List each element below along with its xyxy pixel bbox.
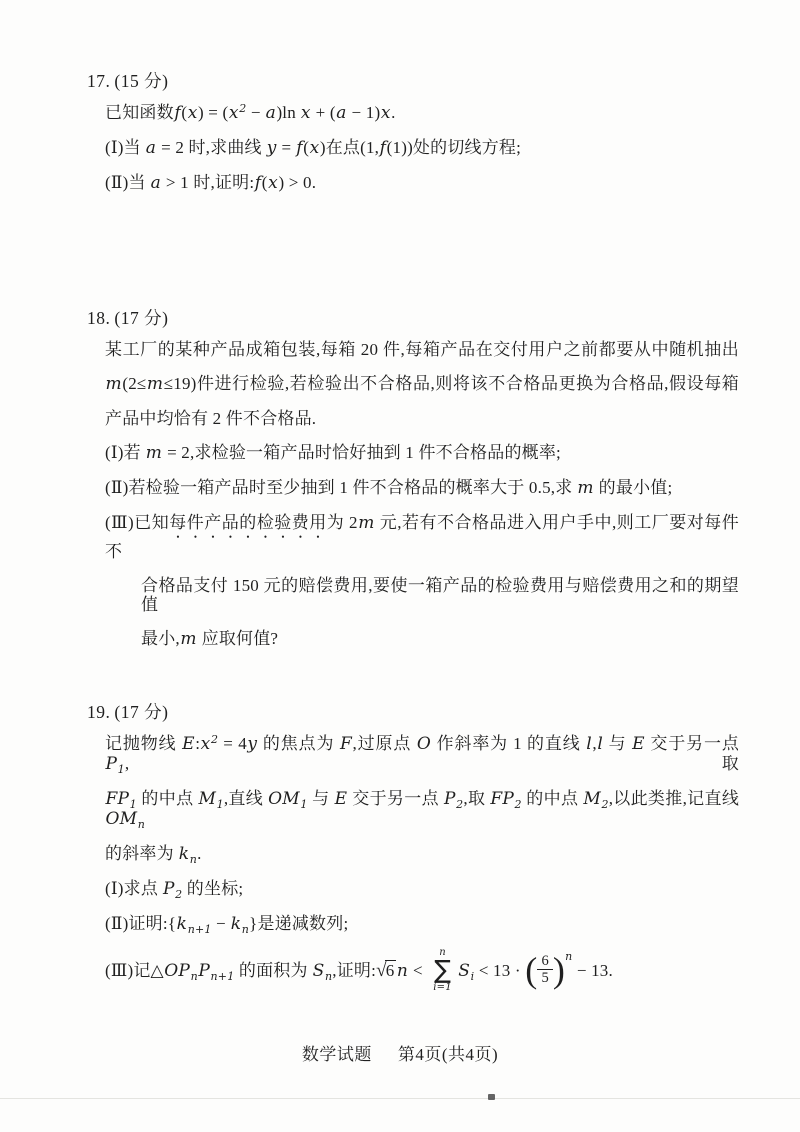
math-var: a (265, 103, 276, 123)
math-var: k (230, 914, 242, 934)
subscript: i (470, 969, 475, 983)
exponent: n (565, 950, 573, 964)
text-run: 与 (307, 789, 335, 808)
math-var: x (228, 103, 239, 123)
math-var: FP (490, 789, 515, 809)
text-run: ,取 (463, 789, 490, 808)
problem-line (105, 914, 739, 934)
math-var: x (380, 103, 391, 123)
problem-line (105, 409, 739, 428)
text-run: (Ⅱ)证明:{ (105, 914, 177, 933)
math-var: m (358, 513, 375, 533)
text-run: 的斜率为 (105, 844, 179, 863)
summation (433, 947, 452, 993)
emphasized-text: 每件产品的检验费用 (169, 513, 327, 532)
problem-line (105, 879, 739, 899)
problem-line (105, 629, 739, 649)
math-var: f (296, 138, 303, 158)
text-run: 与 (603, 734, 632, 753)
big-paren: ) (552, 949, 566, 990)
text-run: 的中点 (521, 789, 583, 808)
text-run: ) = ( (197, 103, 229, 122)
text-run: − (246, 103, 266, 122)
subscript: 2 (456, 798, 464, 811)
text-run: 已知函数 (105, 103, 174, 122)
math-var: l (597, 734, 603, 754)
text-run: ,证明: (332, 960, 377, 980)
problem-line (105, 478, 739, 498)
footer-doc-title: 数学试题 (301, 1045, 372, 1064)
math-var: a (150, 173, 161, 193)
text-run: ,直线 (223, 789, 268, 808)
text-run: − 1) (347, 103, 381, 122)
text-run: ,过原点 (352, 734, 417, 753)
math-var: k (176, 914, 188, 934)
problem-header (87, 71, 800, 91)
problem-line (105, 173, 739, 193)
text-run: 的焦点为 (257, 734, 340, 753)
text-run: 为 2 (326, 513, 358, 532)
text-run: (Ⅰ)若 (105, 443, 146, 462)
math-var: k (178, 844, 190, 864)
problem-number: 17. (87, 71, 111, 91)
subscript: 1 (117, 763, 125, 776)
radicand: 6 (385, 960, 395, 980)
text-run: 产品中均恰有 2 件不合格品. (105, 409, 317, 428)
text-run: ( (261, 173, 268, 192)
problem-line (105, 949, 739, 995)
math-var: OM (105, 809, 138, 829)
math-var: E (334, 789, 348, 809)
problem-body (105, 734, 739, 995)
subscript: 2 (601, 798, 609, 811)
fraction (537, 953, 552, 987)
subscript: n+1 (187, 923, 212, 936)
radical-sign: √ (376, 959, 387, 981)
superscript: 2 (239, 102, 247, 115)
text-run: (Ⅰ)当 (105, 138, 146, 157)
text-run: }是递减数列; (249, 914, 349, 933)
math-var: x (187, 103, 198, 123)
text-run: 最小, (141, 629, 180, 648)
problem-line (105, 844, 739, 864)
text-run: = 2,求检验一箱产品时恰好抽到 1 件不合格品的概率; (162, 443, 561, 462)
math-var: M (198, 789, 217, 809)
text-run: 交于另一点 (347, 789, 444, 808)
subscript: 1 (300, 798, 308, 811)
math-var: F (339, 734, 352, 754)
subscript: 1 (216, 798, 224, 811)
problem-17-section (0, 71, 800, 208)
problem-18-section (0, 308, 800, 664)
text-run: )在点(1, (319, 138, 380, 157)
text-run: (Ⅲ)已知 (105, 513, 170, 532)
problem-line (105, 103, 739, 123)
math-var: y (266, 138, 277, 158)
math-var: n (396, 960, 409, 981)
math-var: m (577, 478, 594, 498)
text-run: 的面积为 (234, 960, 313, 980)
text-run: − 13. (572, 960, 613, 980)
math-var: OP (164, 960, 191, 981)
math-var: S (458, 960, 471, 981)
text-run: + ( (311, 103, 336, 122)
text-run: 交于另一点 (645, 734, 740, 753)
math-var: m (146, 374, 164, 394)
text-run: = 2 时,求曲线 (156, 138, 267, 157)
text-run: (Ⅱ)当 (105, 173, 151, 192)
math-var: S (312, 960, 325, 981)
text-run: > 1 时,证明: (161, 173, 255, 192)
problem-line (105, 138, 739, 158)
problem-line (105, 576, 739, 614)
text-run: < 13 · (474, 960, 526, 980)
math-var: x (309, 138, 320, 158)
big-paren: ( (525, 949, 538, 990)
problem-line (105, 443, 739, 463)
subscript: 2 (514, 798, 522, 811)
text-run: (Ⅰ)求点 (105, 879, 163, 898)
text-run: 元,若有不合格品进入用户手中,则工厂要对每件不 (105, 513, 739, 561)
text-run: 作斜率为 1 的直线 (431, 734, 586, 753)
sum-upper-limit: n (439, 947, 446, 958)
text-run: 某工厂的某种产品成箱包装,每箱 20 件,每箱产品在交付用户之前都要从中随机抽出 (105, 340, 739, 359)
sigma-symbol: ∑ (434, 955, 452, 984)
text-run: − (211, 914, 231, 933)
math-var: f (254, 173, 262, 193)
superscript: 2 (210, 733, 219, 746)
text-run: ,以此类推,记直线 (608, 789, 740, 808)
math-var: m (180, 629, 197, 649)
math-var: P (198, 960, 211, 981)
problem-number: 19. (87, 702, 111, 722)
problem-score: (17 分) (114, 308, 169, 328)
math-var: m (145, 443, 163, 463)
text-run: . (391, 103, 396, 122)
text-run: (Ⅲ)记△ (105, 960, 164, 980)
text-run: ,取 (124, 754, 739, 773)
subscript: 2 (175, 888, 183, 901)
text-run: 记抛物线 (105, 734, 182, 753)
math-var: x (268, 173, 278, 193)
math-var: P (105, 754, 118, 774)
problem-score: (17 分) (114, 702, 169, 722)
text-run: : (195, 734, 201, 753)
sum-lower-limit: i=1 (433, 981, 452, 993)
text-run: )ln (276, 103, 301, 122)
text-run: ( (303, 138, 310, 157)
subscript: 1 (129, 798, 137, 811)
problem-header (87, 308, 800, 328)
text-run: < (408, 960, 428, 980)
footer-page-label: 第4页(共4页) (397, 1045, 499, 1064)
problem-line (105, 374, 739, 394)
math-var: f (379, 138, 387, 158)
problem-19-section (0, 702, 800, 1010)
subscript: n (137, 818, 146, 831)
problem-line (105, 734, 739, 774)
text-run: ) > 0. (278, 173, 317, 192)
math-var: FP (105, 789, 130, 809)
problem-body (105, 103, 739, 193)
scan-artifact (488, 1094, 495, 1100)
math-var: y (247, 734, 258, 754)
page-footer (0, 1040, 800, 1065)
problem-score: (15 分) (114, 71, 169, 91)
subscript: n (241, 923, 250, 936)
math-var: M (583, 789, 601, 809)
text-run: (1))处的切线方程; (386, 138, 522, 157)
subscript: n (189, 853, 198, 866)
sqrt-expression (376, 961, 396, 980)
problem-header (87, 702, 800, 722)
text-run: 应取何值? (197, 629, 279, 648)
math-var: E (632, 734, 645, 754)
problem-line (105, 789, 739, 829)
math-var: x (300, 103, 311, 123)
text-run: 的坐标; (182, 879, 244, 898)
math-var: f (174, 103, 181, 123)
text-run: = (277, 138, 296, 157)
problem-line (105, 340, 739, 359)
text-run: ( (181, 103, 188, 122)
text-run: . (197, 844, 202, 863)
subscript: n+1 (210, 969, 235, 983)
problem-body (105, 340, 739, 649)
text-run: = 4 (218, 734, 247, 753)
math-var: P (444, 789, 456, 809)
problem-number: 18. (87, 308, 111, 328)
text-run: (Ⅱ)若检验一箱产品时至少抽到 1 件不合格品的概率大于 0.5,求 (105, 478, 577, 497)
numerator: 6 (541, 952, 549, 969)
text-run: ≤19)件进行检验,若检验出不合格品,则将该不合格品更换为合格品,假设每箱 (163, 374, 739, 393)
text-run: , (592, 734, 597, 753)
math-var: a (336, 103, 347, 123)
text-run: 的中点 (136, 789, 198, 808)
text-run: 合格品支付 150 元的赔偿费用,要使一箱产品的检验费用与赔偿费用之和的期望值 (141, 576, 739, 614)
math-var: O (416, 734, 431, 754)
math-var: OM (268, 789, 300, 809)
text-run: 的最小值; (594, 478, 673, 497)
subscript: n (190, 969, 198, 983)
math-var: E (182, 734, 195, 754)
math-var: x (200, 734, 211, 754)
denominator: 5 (537, 969, 552, 987)
scan-edge-line (0, 1098, 800, 1099)
math-var: m (105, 374, 122, 394)
math-var: P (163, 879, 175, 899)
problem-line (105, 513, 739, 561)
math-var: l (586, 734, 592, 754)
subscript: n (324, 969, 333, 983)
math-var: a (145, 138, 157, 158)
text-run: (2≤ (122, 374, 147, 393)
